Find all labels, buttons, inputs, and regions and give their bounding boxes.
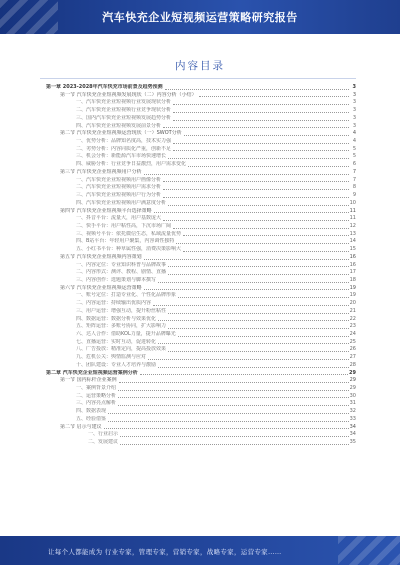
footer-decoration [338,536,400,565]
toc-page-number: 29 [349,369,356,376]
toc-leader-dots [168,274,349,275]
toc-entry-title: 三、国内汽车快充企业短视频发展趋势分析 [76,114,172,121]
toc-page-number: 15 [349,246,356,253]
toc-leader-dots [163,189,349,190]
toc-leader-dots [140,374,348,375]
toc-leader-dots [173,228,349,229]
toc-leader-dots [158,343,349,344]
toc-page-number: 10 [349,199,356,206]
toc-leader-dots [108,421,349,422]
toc-page-number: 7 [352,168,356,175]
toc-leader-dots [154,212,349,213]
toc-leader-dots [118,405,349,406]
toc-leader-dots [163,220,349,221]
toc-page-number: 20 [349,300,356,307]
toc-entry-title: 二、内容运营：持续输出优质内容 [76,300,152,307]
toc-leader-dots [184,135,349,136]
toc-entry-title: 六、达人合作：借助KOL力量，提升品牌曝光 [76,331,176,337]
toc-entry[interactable] [46,192,356,200]
toc-entry[interactable] [46,439,356,447]
toc-entry-title: 四、B站平台：年轻用户聚集，内容调性独特 [76,238,175,245]
toc-page-number: 30 [349,392,356,399]
toc-entry-title: 一、优势分析：品牌知名度高，技术实力强 [76,138,172,145]
toc-entry[interactable] [46,169,356,177]
toc-leader-dots [173,112,349,113]
toc-page-number: 32 [349,408,356,415]
toc-entry[interactable] [46,377,356,385]
toc-entry[interactable] [46,107,356,115]
toc-entry-title: 一、汽车快充企业短视频行业发展现状分析 [76,99,172,106]
toc-page-number: 3 [352,114,356,121]
toc-entry[interactable] [46,354,356,362]
toc-leader-dots [176,243,348,244]
toc-leader-dots [118,397,349,398]
toc-entry[interactable] [46,130,356,138]
toc-entry[interactable] [46,269,356,277]
toc-entry[interactable] [46,408,356,416]
toc-entry[interactable] [46,316,356,324]
toc-entry-title: 第五节 汽车快充企业短视频内容策划 [60,253,142,260]
toc-entry[interactable] [46,400,356,408]
toc-leader-dots [168,313,349,314]
toc-page-number: 11 [349,215,356,222]
toc-page-number: 3 [352,122,356,129]
report-title: 汽车快充企业短视频运营策略研究报告 [102,11,298,24]
toc-entry-title: 四、数据运营：数据分析与效果优化 [76,315,157,322]
toc-leader-dots [183,235,349,236]
toc-leader-dots [153,305,349,306]
toc-page-number: 29 [349,377,356,384]
toc-entry-title: 四、汽车快充企业短视频发展前景分析 [76,122,162,129]
toc-entry[interactable] [46,431,356,439]
toc-page-number: 29 [349,385,356,392]
toc-leader-dots [158,320,349,321]
toc-entry-title: 三、视频号平台：依托微信生态，私域流量优势 [76,230,182,237]
toc-entry[interactable] [46,331,356,339]
toc-entry-title: 九、危机公关：舆情监测与应对 [76,354,147,361]
toc-entry-title: 二、内容形式：测评、教程、剧情、直播 [76,269,167,276]
toc-entry[interactable] [46,300,356,308]
toc-entry-title: 第一节 国内标杆企业案例 [60,377,117,384]
toc-entry[interactable] [46,84,356,92]
toc-leader-dots [144,174,349,175]
toc-page-number: 27 [349,354,356,361]
toc-page-number: 11 [349,207,356,214]
toc-page-number: 3 [352,99,356,106]
toc-leader-dots [178,336,349,337]
toc-page-number: 4 [352,138,356,145]
toc-entry[interactable] [46,292,356,300]
toc-page-number: 34 [349,431,356,438]
toc-leader-dots [158,282,349,283]
table-of-contents [46,84,356,447]
toc-entry[interactable] [46,200,356,208]
toc-page-number: 22 [349,315,356,322]
toc-page-number: 31 [349,400,356,407]
toc-entry-title: 二、劣势分析：内容同质化严重，创新不足 [76,145,172,152]
footer-slogan: 让每个人都能成为 行业专家，管理专家，营销专家，战略专家，运营专家…… [48,548,282,556]
toc-entry-title: 第二章 汽车快充企业短视频运营案例分析 [46,369,138,376]
toc-leader-dots [144,289,349,290]
toc-entry[interactable] [46,277,356,285]
toc-entry[interactable] [46,254,356,262]
toc-page-number: 5 [352,153,356,160]
toc-divider [40,78,356,79]
toc-entry[interactable] [46,138,356,146]
toc-page-number: 3 [352,84,356,90]
toc-entry[interactable] [46,223,356,231]
toc-page-number: 5 [352,145,356,152]
toc-leader-dots [118,390,349,391]
toc-entry[interactable] [46,339,356,347]
toc-entry-title: 第一章 2023-2028年汽车快充市场前景及趋势预测 [46,84,163,90]
toc-entry-title: 三、用户运营：增强互动，提升粉丝粘性 [76,307,167,314]
toc-entry[interactable] [46,99,356,107]
toc-leader-dots [165,89,349,90]
toc-leader-dots [158,367,349,368]
toc-entry[interactable] [46,123,356,131]
toc-entry-title: 第一节 汽车快充企业短视频发展现状（二）内容分析（小结） [60,91,197,98]
toc-entry[interactable] [46,161,356,169]
footer-banner [0,536,400,565]
toc-entry-title: 五、矩阵运营：多账号协同，扩大影响力 [76,323,167,330]
toc-entry-title: 七、直播运营：实时互动，促进转化 [76,338,157,345]
toc-page-number: 3 [352,91,356,98]
header-banner [0,0,400,34]
toc-page-number: 23 [349,323,356,330]
toc-entry-title: 十、团队建设：专业人才培养与激励 [76,361,157,368]
toc-entry[interactable] [46,92,356,100]
toc-leader-dots [148,359,349,360]
toc-leader-dots [163,197,349,198]
toc-entry[interactable] [46,115,356,123]
toc-leader-dots [199,96,349,97]
toc-entry-title: 第六节 汽车快充企业短视频运营策略 [60,284,142,291]
toc-leader-dots [178,297,349,298]
toc-entry-title: 一、抖音平台：流量大，用户基数庞大 [76,215,162,222]
toc-entry-title: 一、内容定位：专业知识科普与品牌故事 [76,261,167,268]
toc-page-number: 26 [349,346,356,353]
toc-entry-title: 第二节 启示与建议 [60,423,102,430]
toc-leader-dots [173,143,349,144]
toc-page-number: 9 [352,192,356,199]
toc-entry[interactable] [46,177,356,185]
toc-entry[interactable] [46,323,356,331]
toc-entry[interactable] [46,370,356,378]
toc-page-number: 16 [349,261,356,268]
toc-entry-title: 三、内容亮点解析 [76,400,117,407]
toc-page-number: 18 [349,276,356,283]
toc-page-number: 28 [349,361,356,368]
toc-leader-dots [108,413,349,414]
toc-entry[interactable] [46,231,356,239]
toc-entry-title: 二、快手平台：用户粘性高，下沉市场广阔 [76,222,172,229]
toc-leader-dots [173,120,349,121]
toc-entry[interactable] [46,246,356,254]
toc-page-number: 34 [349,423,356,430]
toc-page-number: 6 [352,161,356,168]
toc-leader-dots [168,266,349,267]
toc-entry[interactable] [46,424,356,432]
toc-page-number: 14 [349,238,356,245]
toc-leader-dots [168,158,349,159]
toc-entry[interactable] [46,153,356,161]
toc-entry-title: 五、经验借鉴 [76,415,107,422]
toc-page-number: 21 [349,307,356,314]
toc-page-number: 12 [349,222,356,229]
toc-entry[interactable] [46,262,356,270]
toc-page-number: 13 [349,230,356,237]
toc-page-number: 8 [352,184,356,191]
toc-leader-dots [120,444,349,445]
toc-page-number: 4 [352,130,356,137]
toc-leader-dots [144,259,349,260]
toc-page-number: 25 [349,338,356,345]
toc-leader-dots [104,428,349,429]
toc-entry[interactable] [46,346,356,354]
toc-entry[interactable] [46,238,356,246]
toc-entry[interactable] [46,416,356,424]
toc-entry-title: 二、发展建议 [88,439,119,446]
toc-entry[interactable] [46,146,356,154]
toc-entry-title: 一、账号定位：打造专业化、个性化品牌形象 [76,292,177,299]
toc-page-number: 19 [349,292,356,299]
toc-entry[interactable] [46,362,356,370]
toc-heading: 内容目录 [175,60,225,72]
toc-leader-dots [183,251,349,252]
toc-leader-dots [163,127,349,128]
toc-entry-title: 第三节 汽车快充企业短视频用户分析 [60,168,142,175]
toc-entry-title: 四、威胁分析：行业竞争日益激烈，用户需求变化 [76,161,187,168]
toc-leader-dots [168,205,349,206]
toc-entry-title: 三、机会分析：新能源汽车市场快速增长 [76,153,167,160]
toc-page-number: 7 [352,176,356,183]
toc-leader-dots [168,351,349,352]
toc-page-number: 19 [349,284,356,291]
toc-entry-title: 二、运营策略分析 [76,392,117,399]
toc-leader-dots [120,436,349,437]
toc-leader-dots [168,328,349,329]
toc-entry-title: 二、汽车快充企业短视频行业竞争现状分析 [76,107,172,114]
toc-entry-title: 第四节 汽车快充企业短视频平台选择策略 [60,207,152,214]
toc-entry[interactable] [46,208,356,216]
toc-entry-title: 四、汽车快充企业短视频用户满意度分析 [76,199,167,206]
toc-entry-title: 三、内容创作：选题策划与脚本撰写 [76,276,157,283]
toc-entry[interactable] [46,285,356,293]
toc-page-number: 24 [349,331,356,337]
toc-leader-dots [173,104,349,105]
toc-entry-title: 二、汽车快充企业短视频用户需求分析 [76,184,162,191]
toc-entry-title: 四、数据表现 [76,408,107,415]
toc-entry-title: 一、案例背景介绍 [76,385,117,392]
toc-entry-title: 第二节 汽车快充企业短视频运营现状（一）SWOT分析 [60,130,182,137]
toc-entry[interactable] [46,393,356,401]
toc-page-number: 16 [349,253,356,260]
toc-entry-title: 五、小红书平台：种草属性强，消费决策影响大 [76,246,182,253]
toc-page-number: 35 [349,439,356,446]
toc-entry[interactable] [46,308,356,316]
toc-entry[interactable] [46,215,356,223]
toc-page-number: 33 [349,415,356,422]
toc-leader-dots [188,166,349,167]
toc-page-number: 17 [349,269,356,276]
toc-entry[interactable] [46,385,356,393]
toc-entry-title: 八、广告投放：精准定向，提高投放效果 [76,346,167,353]
toc-leader-dots [119,382,349,383]
toc-page-number: 3 [352,107,356,114]
toc-entry-title: 一、行业启示 [88,431,119,438]
toc-entry-title: 一、汽车快充企业短视频用户画像分析 [76,176,162,183]
toc-entry[interactable] [46,184,356,192]
toc-leader-dots [173,150,349,151]
toc-leader-dots [163,181,349,182]
toc-entry-title: 三、汽车快充企业短视频用户行为分析 [76,192,162,199]
